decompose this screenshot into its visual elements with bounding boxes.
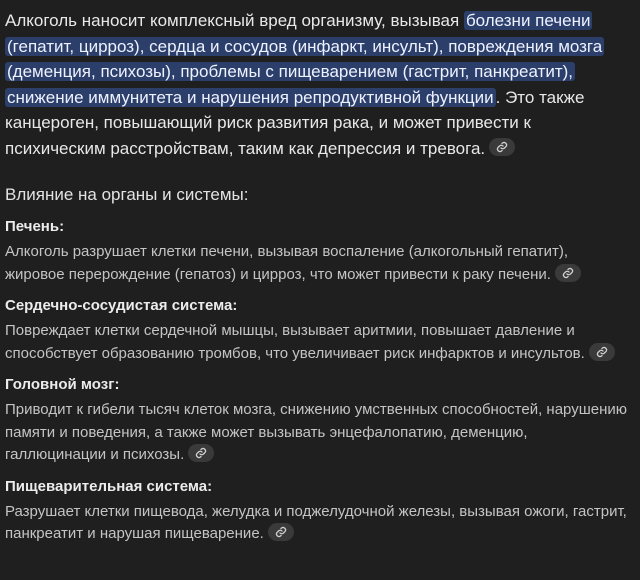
organ-title: Головной мозг: — [5, 376, 120, 393]
organ-section-digestive — [5, 476, 630, 546]
citation-link-button[interactable] — [268, 523, 294, 541]
link-icon — [562, 267, 574, 279]
link-icon — [596, 346, 608, 358]
organ-description-text: Алкоголь разрушает клетки печени, вызывая воспаление (алкогольный гепатит), жировое перерождение (гепатоз) и цирроз, что может привести к раку печени. — [5, 243, 569, 283]
organ-title: Сердечно-сосудистая система: — [5, 297, 238, 314]
citation-link-button[interactable] — [589, 343, 615, 361]
link-icon — [496, 141, 508, 153]
citation-link-button[interactable] — [188, 444, 214, 462]
organ-description-text: Разрушает клетки пищевода, желудка и поджелудочной железы, вызывая ожоги, гастрит, панкреатит и нарушая пищеварение. — [5, 502, 627, 542]
organ-title: Пищеварительная система: — [5, 477, 213, 495]
intro-text-before: Алкоголь наносит комплексный вред организму, вызывая — [5, 11, 464, 30]
organ-title: Печень: — [5, 218, 65, 235]
intro-paragraph — [5, 8, 630, 161]
organ-description — [5, 241, 630, 286]
section-heading: Влияние на органы и системы: — [5, 185, 249, 204]
highlighted-text[interactable]: болезни печени (гепатит, цирроз), сердца и сосудов (инфаркт, инсульт), повреждения мозга (деменция, психозы), проблемы с пищеварением (гастрит, панкреатит), снижение иммунитета и нарушения репродуктивной функции — [7, 11, 603, 107]
organ-section-cardiovascular — [5, 295, 630, 365]
organ-description — [5, 501, 630, 546]
organ-section-brain — [5, 374, 630, 467]
intro-text-after: . Это также канцероген, повышающий риск развития рака, и может привести к психическим расстройствам, таким как депрессия и тревога. — [5, 87, 585, 158]
organ-description-text: Повреждает клетки сердечной мышцы, вызывает аритмии, повышает давление и способствует образованию тромбов, что увеличивает риск инфарктов и инсультов. — [5, 322, 585, 362]
organ-section-liver — [5, 216, 630, 286]
organ-description — [5, 399, 630, 467]
link-icon — [195, 447, 207, 459]
citation-link-button[interactable] — [555, 264, 581, 282]
citation-link-button[interactable] — [489, 138, 515, 156]
link-icon — [275, 526, 287, 538]
organ-description-text: Приводит к гибели тысяч клеток мозга, снижению умственных способностей, нарушению памяти и поведения, а также может вызывать энцефалопатию, деменцию, галлюцинации и психозы. — [5, 401, 628, 463]
organ-description — [5, 320, 630, 365]
